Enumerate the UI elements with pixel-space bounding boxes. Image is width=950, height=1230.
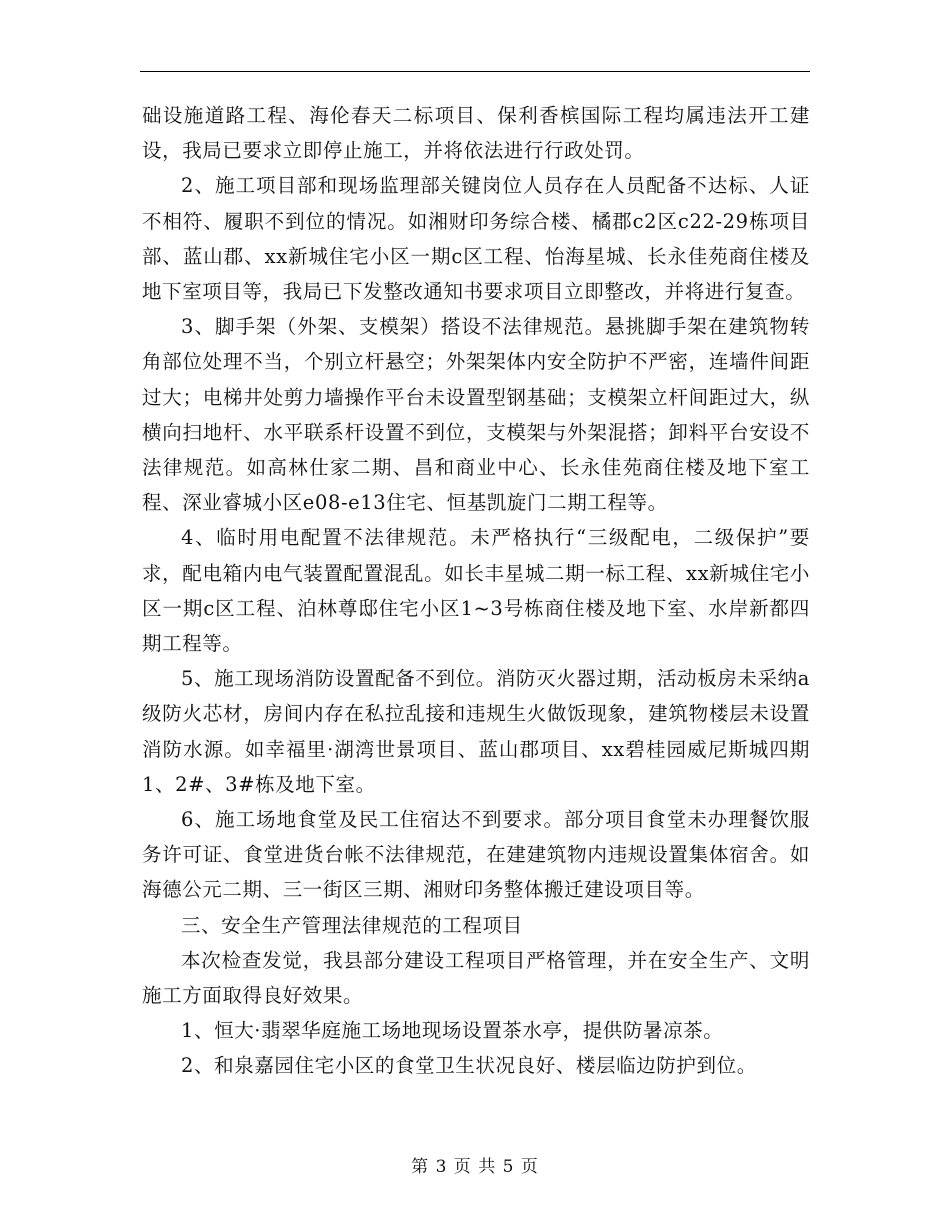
page-footer: 第 3 页 共 5 页 [411, 1157, 539, 1177]
section-heading: 三、安全生产管理法律规范的工程项目 [181, 913, 523, 937]
header-rule [140, 71, 810, 72]
paragraph: 1、恒大·翡翠华庭施工场地现场设置茶水亭，提供防暑凉茶。 [181, 1019, 724, 1043]
paragraph: 2、和泉嘉园住宅小区的食堂卫生状况良好、楼层临边防护到位。 [181, 1054, 757, 1078]
paragraph: 本次检查发觉，我县部分建设工程项目严格管理，并在安全生产、文明施工方面取得良好效果。 [142, 948, 810, 1008]
document-body [142, 98, 810, 1084]
paragraph: 4、临时用电配置不法律规范。未严格执行“三级配电，二级保护”要求，配电箱内电气装置配置混乱。如长丰星城二期一标工程、xx新城住宅小区一期c区工程、泊林尊邸住宅小区1~3号栋商住楼及地下室、水岸新都四期工程等。 [142, 526, 810, 656]
paragraph: 2、施工项目部和现场监理部关键岗位人员存在人员配备不达标、人证不相符、履职不到位的情况。如湘财印务综合楼、橘郡c2区c22-29栋项目部、蓝山郡、xx新城住宅小区一期c区工程、怡海星城、长永佳苑商住楼及地下室项目等，我局已下发整改通知书要求项目立即整改，并将进行复查。 [142, 174, 810, 304]
paragraph: 5、施工现场消防设置配备不到位。消防灭火器过期，活动板房未采纳a级防火芯材，房间内存在私拉乱接和违规生火做饭现象，建筑物楼层未设置消防水源。如幸福里·湖湾世景项目、蓝山郡项目、xx碧桂园威尼斯城四期1、2#、3#栋及地下室。 [142, 667, 810, 796]
paragraph: 础设施道路工程、海伦春天二标项目、保利香槟国际工程均属违法开工建设，我局已要求立即停止施工，并将依法进行行政处罚。 [142, 104, 810, 163]
paragraph: 6、施工场地食堂及民工住宿达不到要求。部分项目食堂未办理餐饮服务许可证、食堂进货台帐不法律规范，在建建筑物内违规设置集体宿舍。如海德公元二期、三一街区三期、湘财印务整体搬迁建设项目等。 [142, 808, 810, 902]
paragraph: 3、脚手架（外架、支模架）搭设不法律规范。悬挑脚手架在建筑物转角部位处理不当，个别立杆悬空；外架架体内安全防护不严密，连墙件间距过大；电梯井处剪力墙操作平台未设置型钢基础；支模架立杆间距过大，纵横向扫地杆、水平联系杆设置不到位，支模架与外架混搭；卸料平台安设不法律规范。如高林仕家二期、昌和商业中心、长永佳苑商住楼及地下室工程、深业睿城小区e08-e13住宅、恒基凯旋门二期工程等。 [142, 315, 810, 515]
